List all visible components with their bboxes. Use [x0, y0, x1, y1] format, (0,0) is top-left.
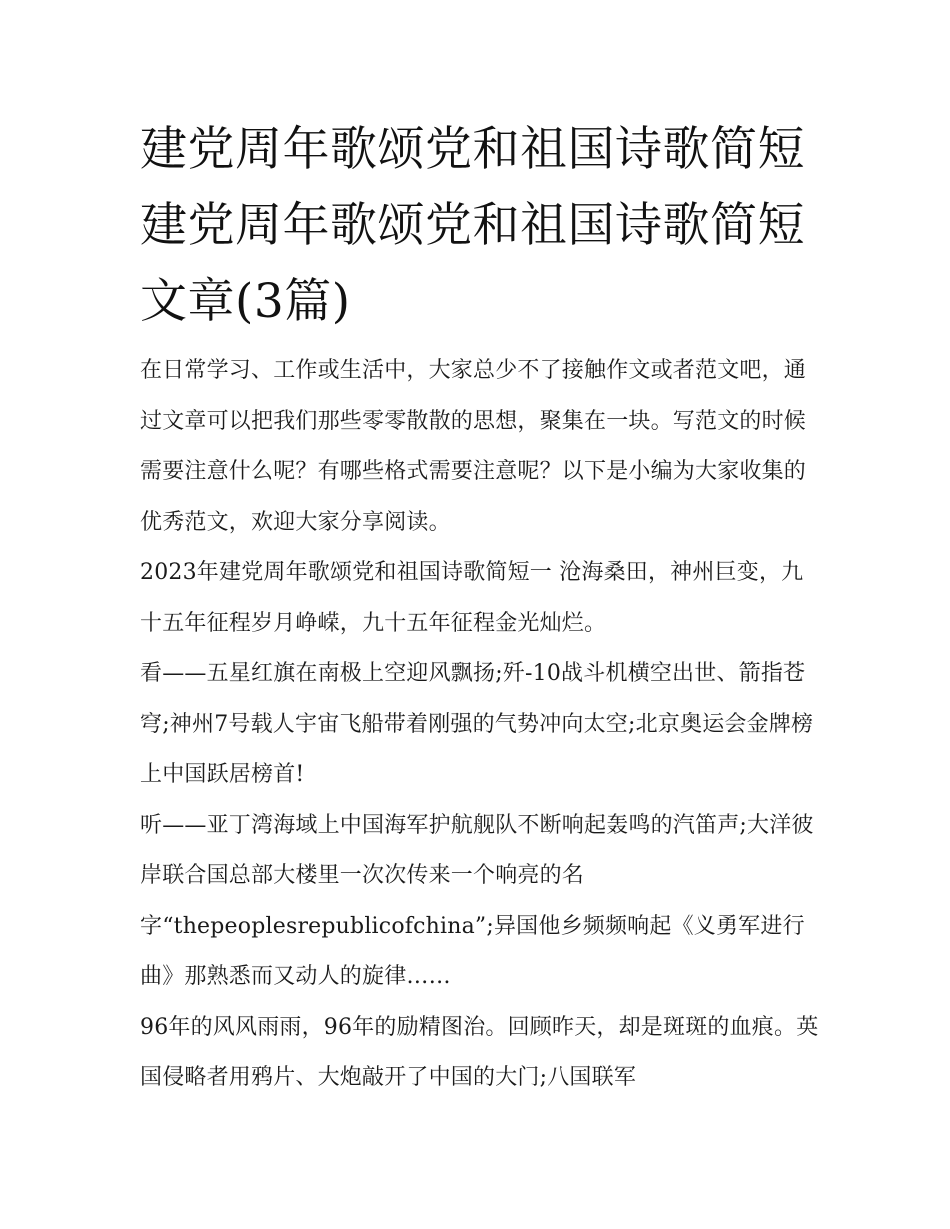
paragraph-poem-opening: 2023年建党周年歌颂党和祖国诗歌简短一 沧海桑田，神州巨变，九十五年征程岁月峥嵘，九十五年征程金光灿烂。 [140, 560, 804, 636]
paragraph-listen: 听——亚丁湾海域上中国海军护航舰队不断响起轰鸣的汽笛声;大洋彼岸联合国总部大楼里一次次传来一个响亮的名字“thepeoplesrepublicofchina”;异国他乡频频响起《义勇军进行曲》那熟悉而又动人的旋律…… [140, 812, 814, 989]
paragraph-history: 96年的风风雨雨，96年的励精图治。回顾昨天，却是斑斑的血痕。英国侵略者用鸦片、大炮敲开了中国的大门;八国联军 [140, 1014, 819, 1090]
document-page [140, 112, 820, 1104]
document-title: 建党周年歌颂党和祖国诗歌简短 建党周年歌颂党和祖国诗歌简短文章(3篇) [140, 122, 805, 329]
paragraph-look: 看——五星红旗在南极上空迎风飘扬;歼-10战斗机横空出世、箭指苍穹;神州7号载人宇宙飞船带着刚强的气势冲向太空;北京奥运会金牌榜上中国跃居榜首! [140, 661, 814, 787]
paragraph-intro: 在日常学习、工作或生活中，大家总少不了接触作文或者范文吧，通过文章可以把我们那些零零散散的思想，聚集在一块。写范文的时候需要注意什么呢？有哪些格式需要注意呢？以下是小编为大家收集的优秀范文，欢迎大家分享阅读。 [140, 358, 807, 535]
